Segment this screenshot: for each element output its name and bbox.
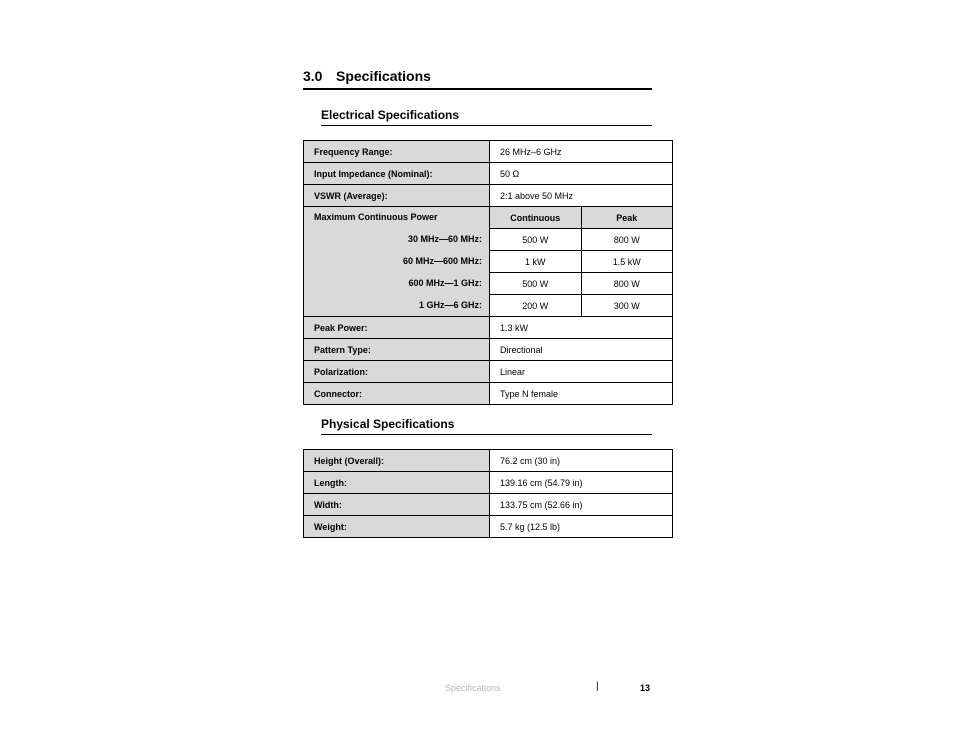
section-heading	[303, 68, 652, 90]
continuous-value: 500 W	[490, 273, 582, 295]
footer-separator: |	[596, 681, 599, 692]
peak-value: 800 W	[581, 229, 673, 251]
page-number: 13	[640, 683, 651, 693]
band-label: 600 MHz—1 GHz:	[408, 278, 482, 288]
table-row	[304, 317, 673, 339]
peak-value: 300 W	[581, 295, 673, 317]
table-row	[304, 141, 673, 163]
table-row	[304, 450, 673, 472]
row-value: 50 Ω	[490, 163, 673, 185]
table-row	[304, 339, 673, 361]
row-value: 5.7 kg (12.5 lb)	[490, 516, 673, 538]
table-row	[304, 361, 673, 383]
max-power-label: Maximum Continuous Power	[314, 212, 438, 222]
power-label-cell	[304, 207, 490, 317]
table-row	[304, 163, 673, 185]
peak-value: 1.5 kW	[581, 251, 673, 273]
row-label: Connector:	[304, 383, 490, 405]
row-value: 1.3 kW	[490, 317, 673, 339]
continuous-value: 200 W	[490, 295, 582, 317]
row-label: Peak Power:	[304, 317, 490, 339]
row-value: Directional	[490, 339, 673, 361]
table-row	[304, 472, 673, 494]
row-label: Height (Overall):	[304, 450, 490, 472]
electrical-specs-heading: Electrical Specifications	[321, 108, 652, 126]
physical-specs-table	[303, 449, 673, 538]
row-value: 2:1 above 50 MHz	[490, 185, 673, 207]
row-value: 133.75 cm (52.66 in)	[490, 494, 673, 516]
continuous-value: 500 W	[490, 229, 582, 251]
physical-specs-heading: Physical Specifications	[321, 417, 652, 435]
electrical-specs-table	[303, 140, 673, 405]
section-title: Specifications	[336, 68, 431, 84]
band-label: 30 MHz—60 MHz:	[407, 234, 482, 244]
row-value: 26 MHz–6 GHz	[490, 141, 673, 163]
row-label: Frequency Range:	[304, 141, 490, 163]
continuous-column-header: Continuous	[490, 207, 582, 229]
band-label: 60 MHz—600 MHz:	[402, 256, 482, 266]
table-row	[304, 185, 673, 207]
continuous-value: 1 kW	[490, 251, 582, 273]
row-label: Weight:	[304, 516, 490, 538]
row-label: Polarization:	[304, 361, 490, 383]
row-label: Input Impedance (Nominal):	[304, 163, 490, 185]
row-label: Width:	[304, 494, 490, 516]
row-value: 76.2 cm (30 in)	[490, 450, 673, 472]
row-label: Pattern Type:	[304, 339, 490, 361]
band-label: 1 GHz—6 GHz:	[418, 300, 482, 310]
footer-section-label: Specifications	[445, 683, 501, 693]
table-row	[304, 383, 673, 405]
row-label: VSWR (Average):	[304, 185, 490, 207]
power-header-row	[304, 207, 673, 229]
peak-column-header: Peak	[581, 207, 673, 229]
row-value: Linear	[490, 361, 673, 383]
row-value: 139.16 cm (54.79 in)	[490, 472, 673, 494]
table-row	[304, 516, 673, 538]
peak-value: 800 W	[581, 273, 673, 295]
section-number: 3.0	[303, 68, 323, 84]
row-label: Length:	[304, 472, 490, 494]
table-row	[304, 494, 673, 516]
row-value: Type N female	[490, 383, 673, 405]
